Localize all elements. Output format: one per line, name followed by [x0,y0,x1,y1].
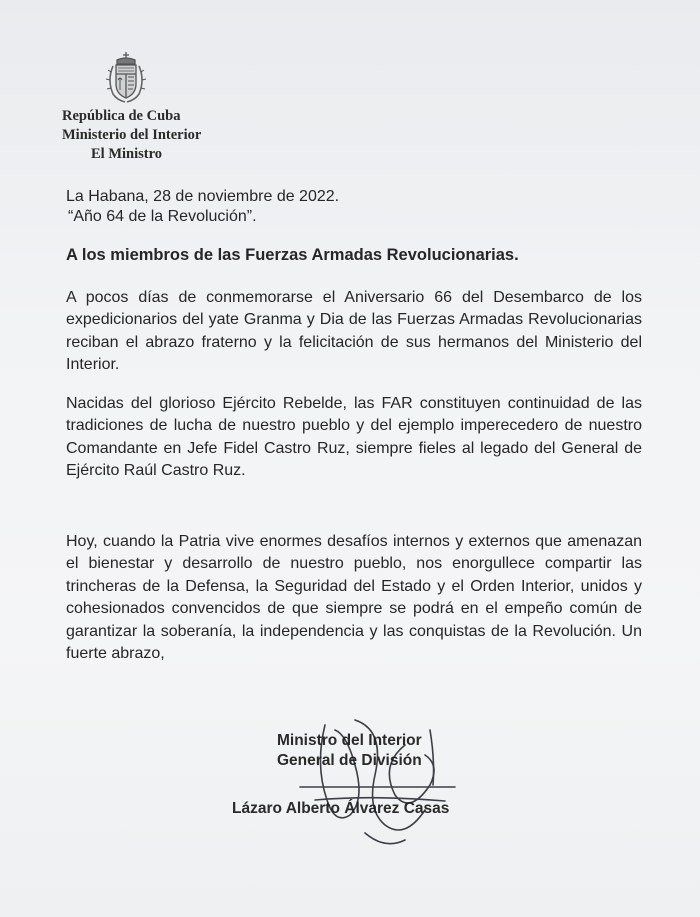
letterhead [62,107,201,164]
signature-title-rank: General de División [277,752,422,769]
revolution-year-line: “Año 64 de la Revolución”. [68,208,257,225]
signature-name: Lázaro Alberto Álvarez Casas [232,800,450,817]
date-line: La Habana, 28 de noviembre de 2022. [66,188,340,205]
greeting-heading: A los miembros de las Fuerzas Armadas Revolucionarias. [66,246,519,264]
paragraph-closing: Hoy, cuando la Patria vive enormes desafíos internos y externos que amenazan el bienestar y desarrollo de nuestro pueblo, nos enorgullece compartir las trincheras de la Defensa, la Seguridad del Estado y el Orden Interior, unidos y cohesionados convencidos de que siempre se podrá en el empeño común de garantizar la soberanía, la independencia y las conquistas de la Revolución. Un fuerte abrazo, [66,533,642,663]
paragraph-far-origin: Nacidas del glorioso Ejército Rebelde, las FAR constituyen continuidad de las tradiciones de lucha de nuestro pueblo y del ejemplo imperecedero de nuestro Comandante en Jefe Fidel Castro Ruz, siempre fieles al legado del General de Ejército Raúl Castro Ruz. [66,395,642,480]
letterhead-country: República de Cuba [62,108,181,124]
date-block [66,187,642,227]
signature-title-minister: Ministro del Interior [277,732,422,749]
coat-of-arms-icon [103,50,149,104]
letterhead-ministry: Ministerio del Interior [62,127,202,143]
handwritten-signature-icon [255,705,495,855]
letterhead-office: El Ministro [91,146,163,162]
paragraph-anniversary: A pocos días de conmemorarse el Aniversario 66 del Desembarco de los expedicionarios del yate Granma y Dia de las Fuerzas Armadas Revolucionarias reciban el abrazo fraterno y la felicitación de sus hermanos del Ministerio del Interior. [66,289,642,374]
